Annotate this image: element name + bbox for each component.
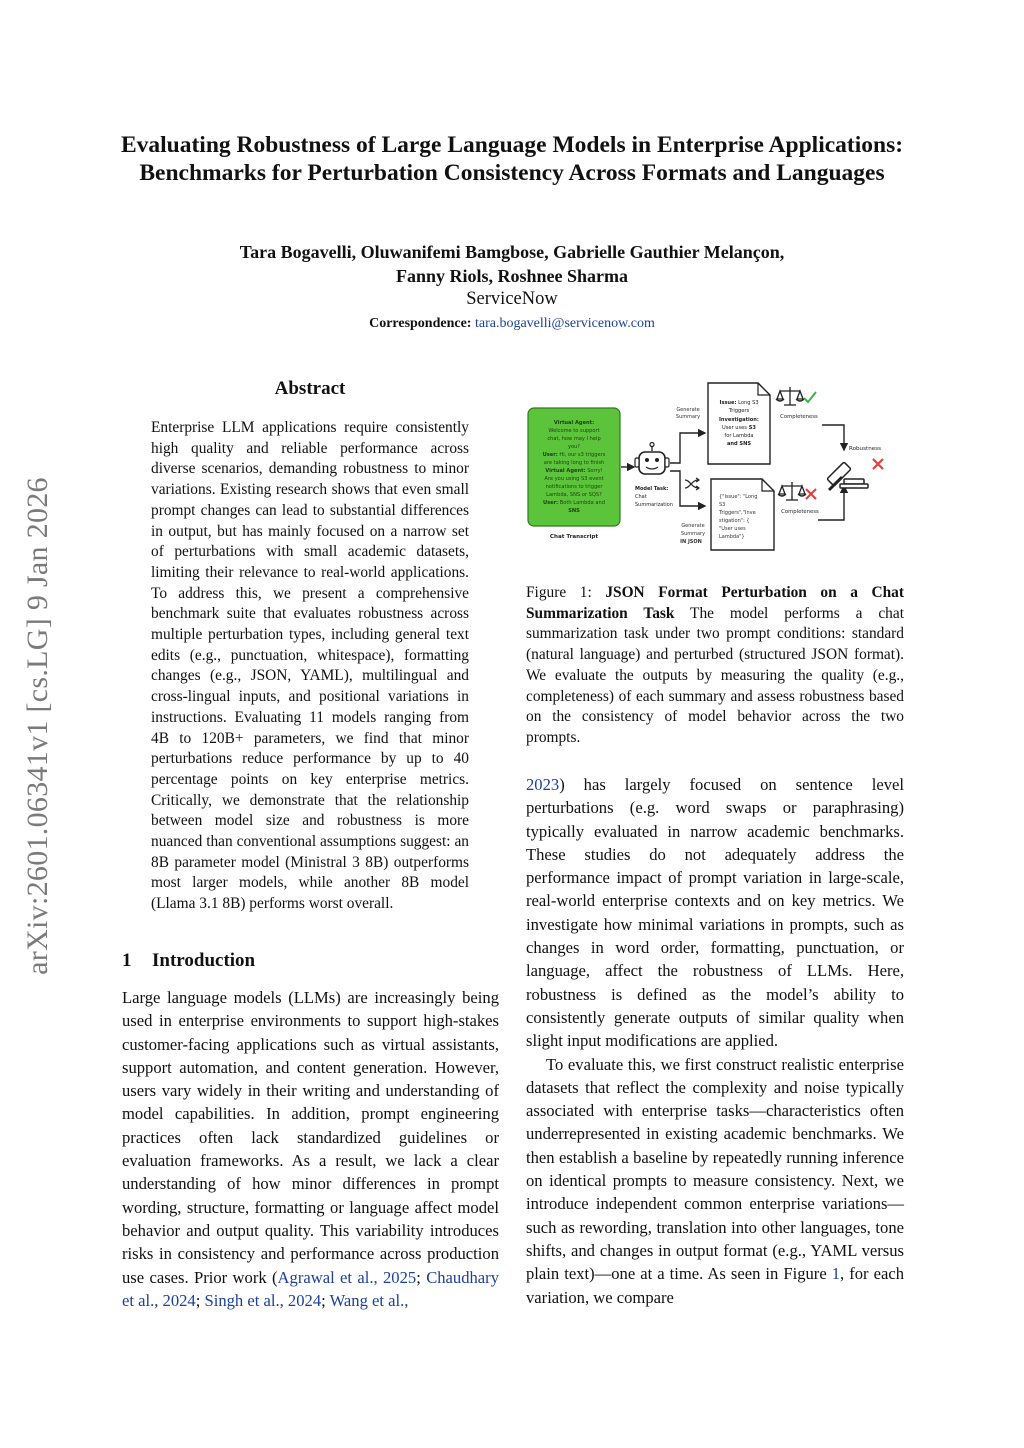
doc-investigation-text: User uses [722, 425, 747, 431]
chat-va2-line: Lambda, SNS or SQS? [546, 492, 602, 498]
completeness-label-bottom: Completeness [781, 509, 819, 515]
author-list [110, 240, 914, 288]
doc-investigation-line [722, 425, 756, 431]
chat-va2-line: Are you using S3 event [544, 476, 604, 482]
abstract-heading: Abstract [274, 378, 346, 399]
affiliation: ServiceNow [466, 289, 558, 309]
json-doc-line: {"Issue": "Long [719, 494, 758, 500]
caption-label: Figure 1: [526, 584, 592, 601]
arxiv-id-text: arXiv:2601.06341v1 [cs.LG] 9 Jan 2026 [21, 477, 55, 975]
chat-user1-text: Hi, our s3 triggers [557, 452, 606, 458]
scales-icon [778, 482, 806, 500]
top-arrow-label: Generate [676, 407, 700, 413]
paper-title: Evaluating Robustness of Large Language Models in Enterprise Applications: Benchmarks for Perturbation Consistency Across Formats and Languages [120, 132, 904, 186]
json-doc-line: stigation": { [719, 518, 750, 524]
paragraph-text: To evaluate this, we first construct realistic enterprise datasets that reflect the complexity and noise typically associated with enterprise tasks—characteristics often underrepresented in existing academic benchmarks. We then establish a baseline by repeatedly running inference on identical prompts to measure consistency. Next, we introduce independent common enterprise variations—such as rewording, translation into other languages, tone shifts, and changes in output format (e.g., YAML versus plain text)—one at a time. As seen in Figure [526, 1054, 904, 1284]
json-doc-line: Triggers","Inve [719, 510, 756, 516]
section-heading-introduction [122, 950, 255, 972]
section-title: Introduction [152, 950, 256, 971]
model-task-line: Chat [635, 494, 647, 500]
introduction-paragraph [122, 986, 499, 1312]
robustness-label: Robustness [848, 446, 882, 452]
doc-investigation-label: Investigation: [719, 417, 759, 423]
json-doc-line: S3 [719, 502, 726, 508]
citation-year-link[interactable]: 2023 [526, 775, 560, 794]
doc-investigation-line: and SNS [726, 441, 752, 447]
bottom-arrow-label: IN JSON [680, 539, 702, 545]
caption-text: The model performs a chat summarization task under two prompt conditions: standard (natural language) and perturbed (structured JSON format). We evaluate the outputs by measuring the quality (e.g., completeness) of each summary and assess robustness based on the consistency of model behavior across the two prompts. [526, 604, 904, 746]
chat-va1-line: chat, how may I help [547, 436, 601, 442]
doc-issue-label: Issue: [719, 400, 737, 406]
chat-user2-text: Both Lambda and [558, 500, 605, 506]
chat-va2-line [545, 468, 602, 474]
chat-va2-label: Virtual Agent: [545, 468, 586, 474]
paragraph-text: , for each variation, we compare [526, 1264, 905, 1307]
chat-user1-label: User: [542, 452, 558, 458]
model-task-label: Model Task: [635, 486, 669, 492]
scales-icon [776, 387, 804, 405]
json-doc-line: Lambda"} [719, 534, 745, 540]
chat-va1-line: Welcome to support [548, 428, 600, 434]
citation-singh[interactable]: Singh et al., 2024 [204, 1290, 322, 1310]
model-task-line: Summarization [635, 502, 673, 508]
arrow-top-to-robustness [822, 425, 844, 450]
authors-line-2: Fanny Riols, Roshnee Sharma [395, 266, 629, 286]
arxiv-identifier [16, 436, 60, 1016]
citation-separator: ; [416, 1267, 427, 1287]
citation-separator: ; [321, 1290, 330, 1310]
chat-transcript-caption: Chat Transcript [549, 534, 599, 540]
correspondence-label: Correspondence: [369, 316, 472, 331]
gavel-icon [827, 462, 868, 490]
figure-1-diagram [522, 378, 906, 564]
paragraph-text: ) has largely focused on sentence level perturbations (e.g. word swaps or paraphrasing) typically evaluated in narrow academic benchmarks. These studies do not adequately address the performance impact of prompt variation in large-scale, real-world enterprise contexts and on key metrics. We investigate how minimal variations in prompts, such as changes in word order, formatting, punctuation, or language, affect the robustness of LLMs. Here, robustness is defined as the model’s ability to consistently generate outputs of similar quality when slight input modifications are applied. [526, 775, 904, 1051]
figure-1-caption [526, 583, 904, 749]
robot-icon [635, 443, 669, 475]
chat-va1-label: Virtual Agent: [553, 420, 595, 426]
doc-investigation-line: for Lambda [724, 433, 754, 439]
bottom-arrow-label: Generate [681, 523, 705, 529]
arrow-bottom-to-robustness [818, 486, 844, 520]
section-number: 1 [122, 950, 132, 971]
citation-agrawal[interactable]: Agrawal et al., 2025 [277, 1267, 417, 1287]
citation-chaudhary[interactable]: Chaudhary et al., 2024 [122, 1267, 499, 1310]
cross-icon [806, 489, 816, 499]
figure-1 [522, 378, 906, 564]
paragraph [526, 773, 904, 1053]
correspondence [110, 316, 914, 332]
chat-user2-line [543, 500, 605, 506]
citation-separator: ; [195, 1290, 205, 1310]
caption-title: JSON Format Perturbation on a Chat Summarization Task [526, 584, 904, 622]
chat-va1-line: you? [567, 444, 581, 450]
chat-user2-line: SNS [568, 508, 580, 514]
doc-issue-text: Long S3 [736, 400, 759, 406]
chat-user2-label: User: [543, 500, 559, 506]
arrow-to-standard-summary [670, 433, 705, 463]
check-icon [804, 392, 816, 402]
citation-wang[interactable]: Wang et al., [329, 1290, 409, 1310]
paragraph [526, 1053, 904, 1309]
shuffle-icon [685, 478, 699, 490]
chat-user1-line [543, 452, 606, 458]
cross-icon [873, 459, 883, 469]
arrow-to-json-summary [670, 471, 705, 506]
doc-investigation-bold: S3 [746, 425, 756, 431]
bottom-arrow-label: Summary [680, 531, 706, 537]
authors-line-1: Tara Bogavelli, Oluwanifemi Bamgbose, Gabrielle Gauthier Melançon, [239, 242, 785, 262]
json-doc-line: "User uses [719, 526, 746, 532]
doc-issue-line: Triggers [728, 408, 750, 414]
abstract-body: Enterprise LLM applications require consistently high quality and reliable performance across diverse scenarios, demanding robustness to minor variations. Existing research shows that even small prompt changes can lead to substantial differences in output, but has mainly focused on a narrow set of perturbations with small academic datasets, limiting their relevance to real-world applications. To address this, we present a comprehensive benchmark suite that evaluates robustness across multiple perturbation types, including general text edits (e.g., punctuation, whitespace), formatting changes (e.g., JSON, YAML), multilingual and cross-lingual inputs, and positional variations in instructions. Evaluating 11 models ranging from 4B to 120B+ parameters, we find that minor perturbations reduce performance by up to 40 percentage points on key enterprise metrics. Critically, we demonstrate that the relationship between model size and robustness is more nuanced than conventional assumptions suggest: an 8B parameter model (Ministral 3 8B) outperforms most larger models, while another 8B model (Llama 3.1 8B) performs worst overall. [151, 419, 469, 913]
chat-va2-text: Sorry! [585, 468, 603, 474]
completeness-label-top: Completeness [780, 414, 818, 420]
top-arrow-label: Summary [675, 414, 701, 420]
chat-va2-line: notifications to trigger [545, 484, 603, 490]
intro-text: Large language models (LLMs) are increasingly being used in enterprise environments to support high-stakes customer-facing applications such as virtual assistants, support automation, and content generation. However, users vary widely in their writing and understanding of model capabilities. In addition, prompt engineering practices often lack standardized guidelines or evaluation frameworks. As a result, we lack a clear understanding of how minor differences in prompt wording, structure, formatting or language affect model behavior and output quality. This variability introduces risks in consistency and performance across production use cases. Prior work ( [122, 988, 499, 1287]
chat-user1-line: are taking long to finish [543, 460, 605, 466]
correspondence-email-link[interactable]: tara.bogavelli@servicenow.com [474, 316, 655, 331]
doc-issue-line [719, 400, 758, 406]
figure-reference-link[interactable]: 1 [831, 1264, 841, 1284]
right-column-text [526, 773, 904, 1309]
